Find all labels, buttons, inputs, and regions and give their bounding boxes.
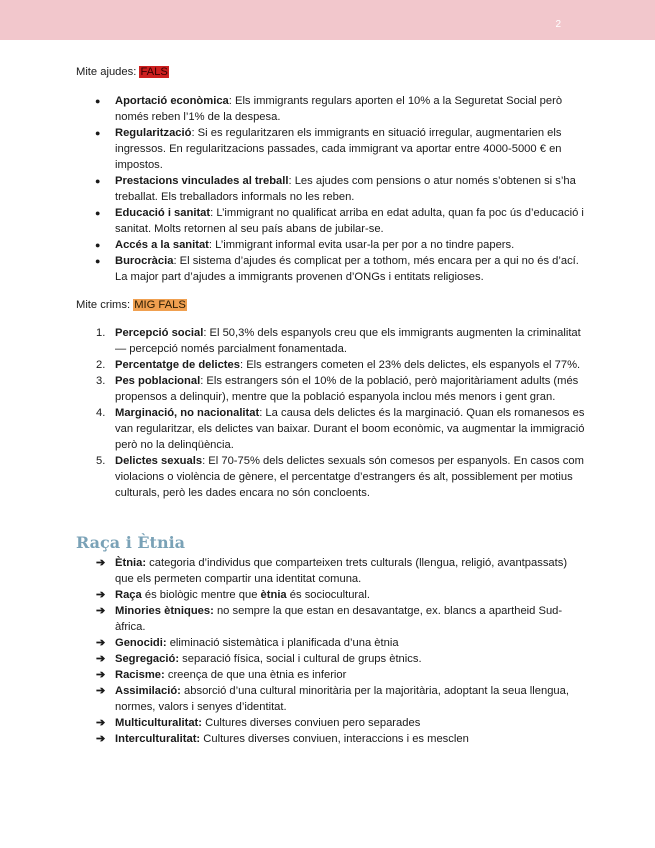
- arrow-icon: ➔: [96, 669, 106, 681]
- item-text: : Els estrangers són el 10% de la població, però majoritàriament adults (més propensos a delinquir), mentre que la població espanyola inclou més menors i gent gran.: [115, 375, 579, 403]
- item-number: 3.: [96, 375, 106, 387]
- item-term-2: ètnia: [260, 589, 287, 601]
- section-title-race-ethnicity: Raça i Ètnia: [76, 533, 186, 552]
- list-item: [76, 173, 586, 205]
- item-term: Prestacions vinculades al treball: [115, 175, 289, 187]
- item-term: Racisme:: [115, 669, 165, 681]
- item-text: : El 70-75% dels delictes sexuals són comesos per espanyols. En casos com violacions o violència de gènere, el percentatge d’estrangers és alt, possiblement per motius culturals, però les dades encara no són concloents.: [115, 455, 584, 499]
- myth-crime-heading: [76, 297, 586, 313]
- item-term: Ètnia:: [115, 557, 147, 569]
- item-text: : El sistema d’ajudes és complicat per a tothom, més encara per a qui no és d’ací. La major part d’ajudes a immigrants provenen d’ONGs i entitats religioses.: [115, 255, 579, 283]
- item-text: Cultures diverses conviuen, interaccions i es mesclen: [200, 733, 469, 745]
- item-term: Delictes sexuals: [115, 455, 203, 467]
- list-item: [76, 93, 586, 125]
- list-item: [76, 715, 586, 731]
- item-term: Accés a la sanitat: [115, 239, 209, 251]
- item-term: Raça: [115, 589, 142, 601]
- item-text: : L’immigrant informal evita usar-la per por a no tindre papers.: [208, 239, 515, 251]
- page-number: 2: [555, 19, 561, 30]
- list-item: [76, 125, 586, 173]
- item-text: : Si es regularitzaren els immigrants en situació irregular, augmentarien els ingressos. En regularitzacions passades, cada immigrant va aportar entre 4000-5000 € en impostos.: [115, 127, 562, 171]
- item-term: Burocràcia: [115, 255, 174, 267]
- item-text: categoria d’individus que comparteixen trets culturals (llengua, religió, avantpassats) que els permeten compartir una identitat comuna.: [115, 557, 568, 585]
- item-number: 1.: [96, 327, 106, 339]
- myth-crime-verdict-tag: MIG FALS: [134, 299, 186, 311]
- item-term: Assimilació:: [115, 685, 181, 697]
- item-text: : L’immigrant no qualificat arriba en edat adulta, quan fa poc ús d’educació i sanitat. Molts retornen al seu país abans de jubilar-se.: [115, 207, 584, 235]
- myth-aid-label: Mite ajudes:: [76, 66, 137, 78]
- list-item: [76, 555, 586, 587]
- page-header-band: [0, 0, 655, 40]
- myth-aid-heading: [76, 64, 586, 80]
- item-term: Segregació:: [115, 653, 180, 665]
- item-text: : Les ajudes com pensions o atur només s’obtenen si s’ha treballat. Els treballadors informals no les reben.: [115, 175, 576, 203]
- item-text: no sempre la que estan en desavantatge, ex. blancs a apartheid Sud-àfrica.: [115, 605, 563, 633]
- item-term: Interculturalitat:: [115, 733, 201, 745]
- list-item: [76, 667, 586, 683]
- list-item: [76, 237, 586, 253]
- item-text: és biològic mentre que: [141, 589, 261, 601]
- list-item: [76, 603, 586, 635]
- item-text: : La causa dels delictes és la marginació. Quan els romanesos es van regularitzar, els delictes van baixar. Durant el boom econòmic, va augmentar la immigració però no la delinqüència.: [115, 407, 585, 451]
- arrow-icon: ➔: [96, 589, 106, 601]
- list-item: [76, 651, 586, 667]
- item-term: Multiculturalitat:: [115, 717, 203, 729]
- item-number: 5.: [96, 455, 106, 467]
- item-term: Aportació econòmica: [115, 95, 229, 107]
- race-ethnicity-list: [76, 555, 586, 747]
- list-item: [76, 453, 586, 501]
- item-term: Pes poblacional: [115, 375, 201, 387]
- item-number: 4.: [96, 407, 106, 419]
- page-content: [76, 64, 586, 747]
- arrow-icon: ➔: [96, 637, 106, 649]
- myth-crime-list: [76, 325, 586, 501]
- arrow-icon: ➔: [96, 557, 106, 569]
- item-text: : Els immigrants regulars aporten el 10% a la Seguretat Social però només reben l’1% de la despesa.: [115, 95, 563, 123]
- item-term: Regularització: [115, 127, 192, 139]
- item-text: : Els estrangers cometen el 23% dels delictes, els espanyols el 77%.: [239, 359, 581, 371]
- list-item: [76, 325, 586, 357]
- item-text: absorció d’una cultural minoritària per la majoritària, adoptant la seua llengua, normes, valors i senyes d’identitat.: [115, 685, 569, 713]
- arrow-icon: ➔: [96, 717, 106, 729]
- list-item: [76, 635, 586, 651]
- item-text-end: és sociocultural.: [286, 589, 370, 601]
- item-text: : El 50,3% dels espanyols creu que els immigrants augmenten la criminalitat — percepció només parcialment fonamentada.: [115, 327, 581, 355]
- list-item: [76, 587, 586, 603]
- item-term: Percentatge de delictes: [115, 359, 240, 371]
- item-term: Percepció social: [115, 327, 204, 339]
- list-item: [76, 731, 586, 747]
- list-item: [76, 683, 586, 715]
- list-item: [76, 357, 586, 373]
- myth-crime-label: Mite crims:: [76, 299, 131, 311]
- list-item: [76, 205, 586, 237]
- item-text: Cultures diverses conviuen pero separades: [202, 717, 421, 729]
- arrow-icon: ➔: [96, 605, 106, 617]
- item-text: separació física, social i cultural de grups ètnics.: [179, 653, 422, 665]
- myth-aid-verdict-tag: FALS: [140, 66, 168, 78]
- arrow-icon: ➔: [96, 685, 106, 697]
- list-item: [76, 373, 586, 405]
- item-term: Marginació, no nacionalitat: [115, 407, 260, 419]
- item-term: Genocidi:: [115, 637, 167, 649]
- myth-aid-list: [76, 93, 586, 285]
- arrow-icon: ➔: [96, 733, 106, 745]
- list-item: [76, 405, 586, 453]
- item-number: 2.: [96, 359, 106, 371]
- item-term: Educació i sanitat: [115, 207, 211, 219]
- arrow-icon: ➔: [96, 653, 106, 665]
- item-text: creença de que una ètnia es inferior: [164, 669, 347, 681]
- list-item: [76, 253, 586, 285]
- item-term: Minories ètniques:: [115, 605, 214, 617]
- item-text: eliminació sistemàtica i planificada d’una ètnia: [166, 637, 399, 649]
